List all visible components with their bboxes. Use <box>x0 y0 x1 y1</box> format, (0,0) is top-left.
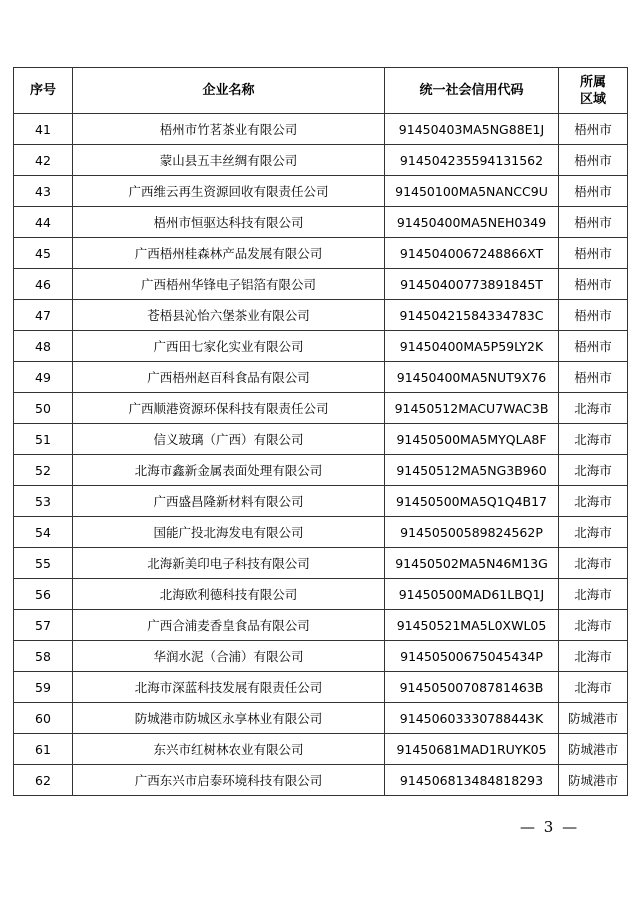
cell-seq: 42 <box>14 145 73 176</box>
table-row <box>14 579 628 610</box>
table-row <box>14 269 628 300</box>
cell-area: 北海市 <box>559 424 628 455</box>
cell-area: 梧州市 <box>559 176 628 207</box>
cell-area: 北海市 <box>559 486 628 517</box>
table-row <box>14 486 628 517</box>
header-seq: 序号 <box>14 68 73 114</box>
table-row <box>14 300 628 331</box>
cell-seq: 41 <box>14 114 73 145</box>
table-header-row <box>14 68 628 114</box>
cell-area: 防城港市 <box>559 734 628 765</box>
header-area-line1: 所属 <box>579 74 606 90</box>
cell-name: 广西维云再生资源回收有限责任公司 <box>73 176 385 207</box>
cell-seq: 60 <box>14 703 73 734</box>
header-name: 企业名称 <box>73 68 385 114</box>
cell-code: 91450681MAD1RUYK05 <box>385 734 559 765</box>
cell-code: 91450100MA5NANCC9U <box>385 176 559 207</box>
cell-seq: 47 <box>14 300 73 331</box>
cell-area: 梧州市 <box>559 238 628 269</box>
cell-name: 国能广投北海发电有限公司 <box>73 517 385 548</box>
cell-code: 91450512MA5NG3B960 <box>385 455 559 486</box>
cell-name: 广西梧州桂森林产品发展有限公司 <box>73 238 385 269</box>
header-area-line2: 区域 <box>579 91 606 107</box>
cell-seq: 57 <box>14 610 73 641</box>
cell-seq: 49 <box>14 362 73 393</box>
cell-name: 广西合浦麦香皇食品有限公司 <box>73 610 385 641</box>
table-row <box>14 517 628 548</box>
table-row <box>14 610 628 641</box>
cell-area: 防城港市 <box>559 703 628 734</box>
table-row <box>14 765 628 796</box>
table-row <box>14 207 628 238</box>
cell-area: 北海市 <box>559 672 628 703</box>
cell-name: 北海新美印电子科技有限公司 <box>73 548 385 579</box>
cell-name: 蒙山县五丰丝绸有限公司 <box>73 145 385 176</box>
cell-code: 9145040067248866XT <box>385 238 559 269</box>
cell-area: 北海市 <box>559 579 628 610</box>
cell-seq: 48 <box>14 331 73 362</box>
cell-seq: 45 <box>14 238 73 269</box>
cell-name: 华润水泥（合浦）有限公司 <box>73 641 385 672</box>
cell-code: 914506813484818293 <box>385 765 559 796</box>
cell-code: 91450400MA5P59LY2K <box>385 331 559 362</box>
table-row <box>14 734 628 765</box>
cell-code: 91450403MA5NG88E1J <box>385 114 559 145</box>
cell-area: 梧州市 <box>559 300 628 331</box>
cell-seq: 50 <box>14 393 73 424</box>
cell-seq: 51 <box>14 424 73 455</box>
table-body <box>14 114 628 796</box>
cell-code: 914504235594131562 <box>385 145 559 176</box>
cell-code: 91450521MA5L0XWL05 <box>385 610 559 641</box>
cell-seq: 56 <box>14 579 73 610</box>
table-row <box>14 331 628 362</box>
cell-seq: 54 <box>14 517 73 548</box>
page-number: — 3 — <box>520 818 580 836</box>
cell-code: 91450500MAD61LBQ1J <box>385 579 559 610</box>
cell-code: 91450500MA5Q1Q4B17 <box>385 486 559 517</box>
cell-code: 91450400MA5NEH0349 <box>385 207 559 238</box>
cell-area: 防城港市 <box>559 765 628 796</box>
cell-seq: 59 <box>14 672 73 703</box>
table-row <box>14 393 628 424</box>
cell-name: 东兴市红树林农业有限公司 <box>73 734 385 765</box>
cell-area: 北海市 <box>559 641 628 672</box>
cell-area: 梧州市 <box>559 362 628 393</box>
cell-name: 北海市鑫新金属表面处理有限公司 <box>73 455 385 486</box>
cell-code: 91450500MA5MYQLA8F <box>385 424 559 455</box>
cell-code: 91450500589824562P <box>385 517 559 548</box>
cell-seq: 55 <box>14 548 73 579</box>
cell-name: 广西梧州赵百科食品有限公司 <box>73 362 385 393</box>
cell-area: 梧州市 <box>559 269 628 300</box>
cell-name: 广西梧州华锋电子铝箔有限公司 <box>73 269 385 300</box>
cell-name: 梧州市恒驱达科技有限公司 <box>73 207 385 238</box>
cell-name: 防城港市防城区永享林业有限公司 <box>73 703 385 734</box>
table-row <box>14 145 628 176</box>
table-row <box>14 703 628 734</box>
table-row <box>14 672 628 703</box>
cell-area: 梧州市 <box>559 114 628 145</box>
cell-name: 苍梧县沁怡六堡茶业有限公司 <box>73 300 385 331</box>
cell-name: 北海欧利德科技有限公司 <box>73 579 385 610</box>
cell-code: 91450512MACU7WAC3B <box>385 393 559 424</box>
cell-code: 91450502MA5N46M13G <box>385 548 559 579</box>
cell-area: 梧州市 <box>559 207 628 238</box>
header-code: 统一社会信用代码 <box>385 68 559 114</box>
cell-name: 广西田七家化实业有限公司 <box>73 331 385 362</box>
cell-seq: 62 <box>14 765 73 796</box>
header-area <box>559 68 628 114</box>
enterprise-table <box>13 67 628 796</box>
cell-name: 广西东兴市启泰环境科技有限公司 <box>73 765 385 796</box>
cell-area: 北海市 <box>559 610 628 641</box>
cell-seq: 53 <box>14 486 73 517</box>
table-row <box>14 362 628 393</box>
table-row <box>14 238 628 269</box>
cell-code: 91450603330788443K <box>385 703 559 734</box>
table-row <box>14 641 628 672</box>
cell-seq: 43 <box>14 176 73 207</box>
cell-code: 91450500675045434P <box>385 641 559 672</box>
cell-seq: 52 <box>14 455 73 486</box>
cell-name: 梧州市竹茗茶业有限公司 <box>73 114 385 145</box>
cell-name: 信义玻璃（广西）有限公司 <box>73 424 385 455</box>
cell-area: 北海市 <box>559 517 628 548</box>
cell-area: 梧州市 <box>559 145 628 176</box>
cell-seq: 46 <box>14 269 73 300</box>
table-row <box>14 455 628 486</box>
table-row <box>14 424 628 455</box>
cell-code: 91450500708781463B <box>385 672 559 703</box>
table-row <box>14 548 628 579</box>
cell-name: 广西盛昌隆新材料有限公司 <box>73 486 385 517</box>
cell-area: 北海市 <box>559 393 628 424</box>
cell-seq: 61 <box>14 734 73 765</box>
cell-area: 北海市 <box>559 455 628 486</box>
table-row <box>14 176 628 207</box>
cell-area: 北海市 <box>559 548 628 579</box>
cell-code: 91450421584334783C <box>385 300 559 331</box>
cell-area: 梧州市 <box>559 331 628 362</box>
table-row <box>14 114 628 145</box>
cell-name: 北海市深蓝科技发展有限责任公司 <box>73 672 385 703</box>
cell-seq: 44 <box>14 207 73 238</box>
cell-seq: 58 <box>14 641 73 672</box>
cell-code: 91450400773891845T <box>385 269 559 300</box>
cell-name: 广西顺港资源环保科技有限责任公司 <box>73 393 385 424</box>
cell-code: 91450400MA5NUT9X76 <box>385 362 559 393</box>
